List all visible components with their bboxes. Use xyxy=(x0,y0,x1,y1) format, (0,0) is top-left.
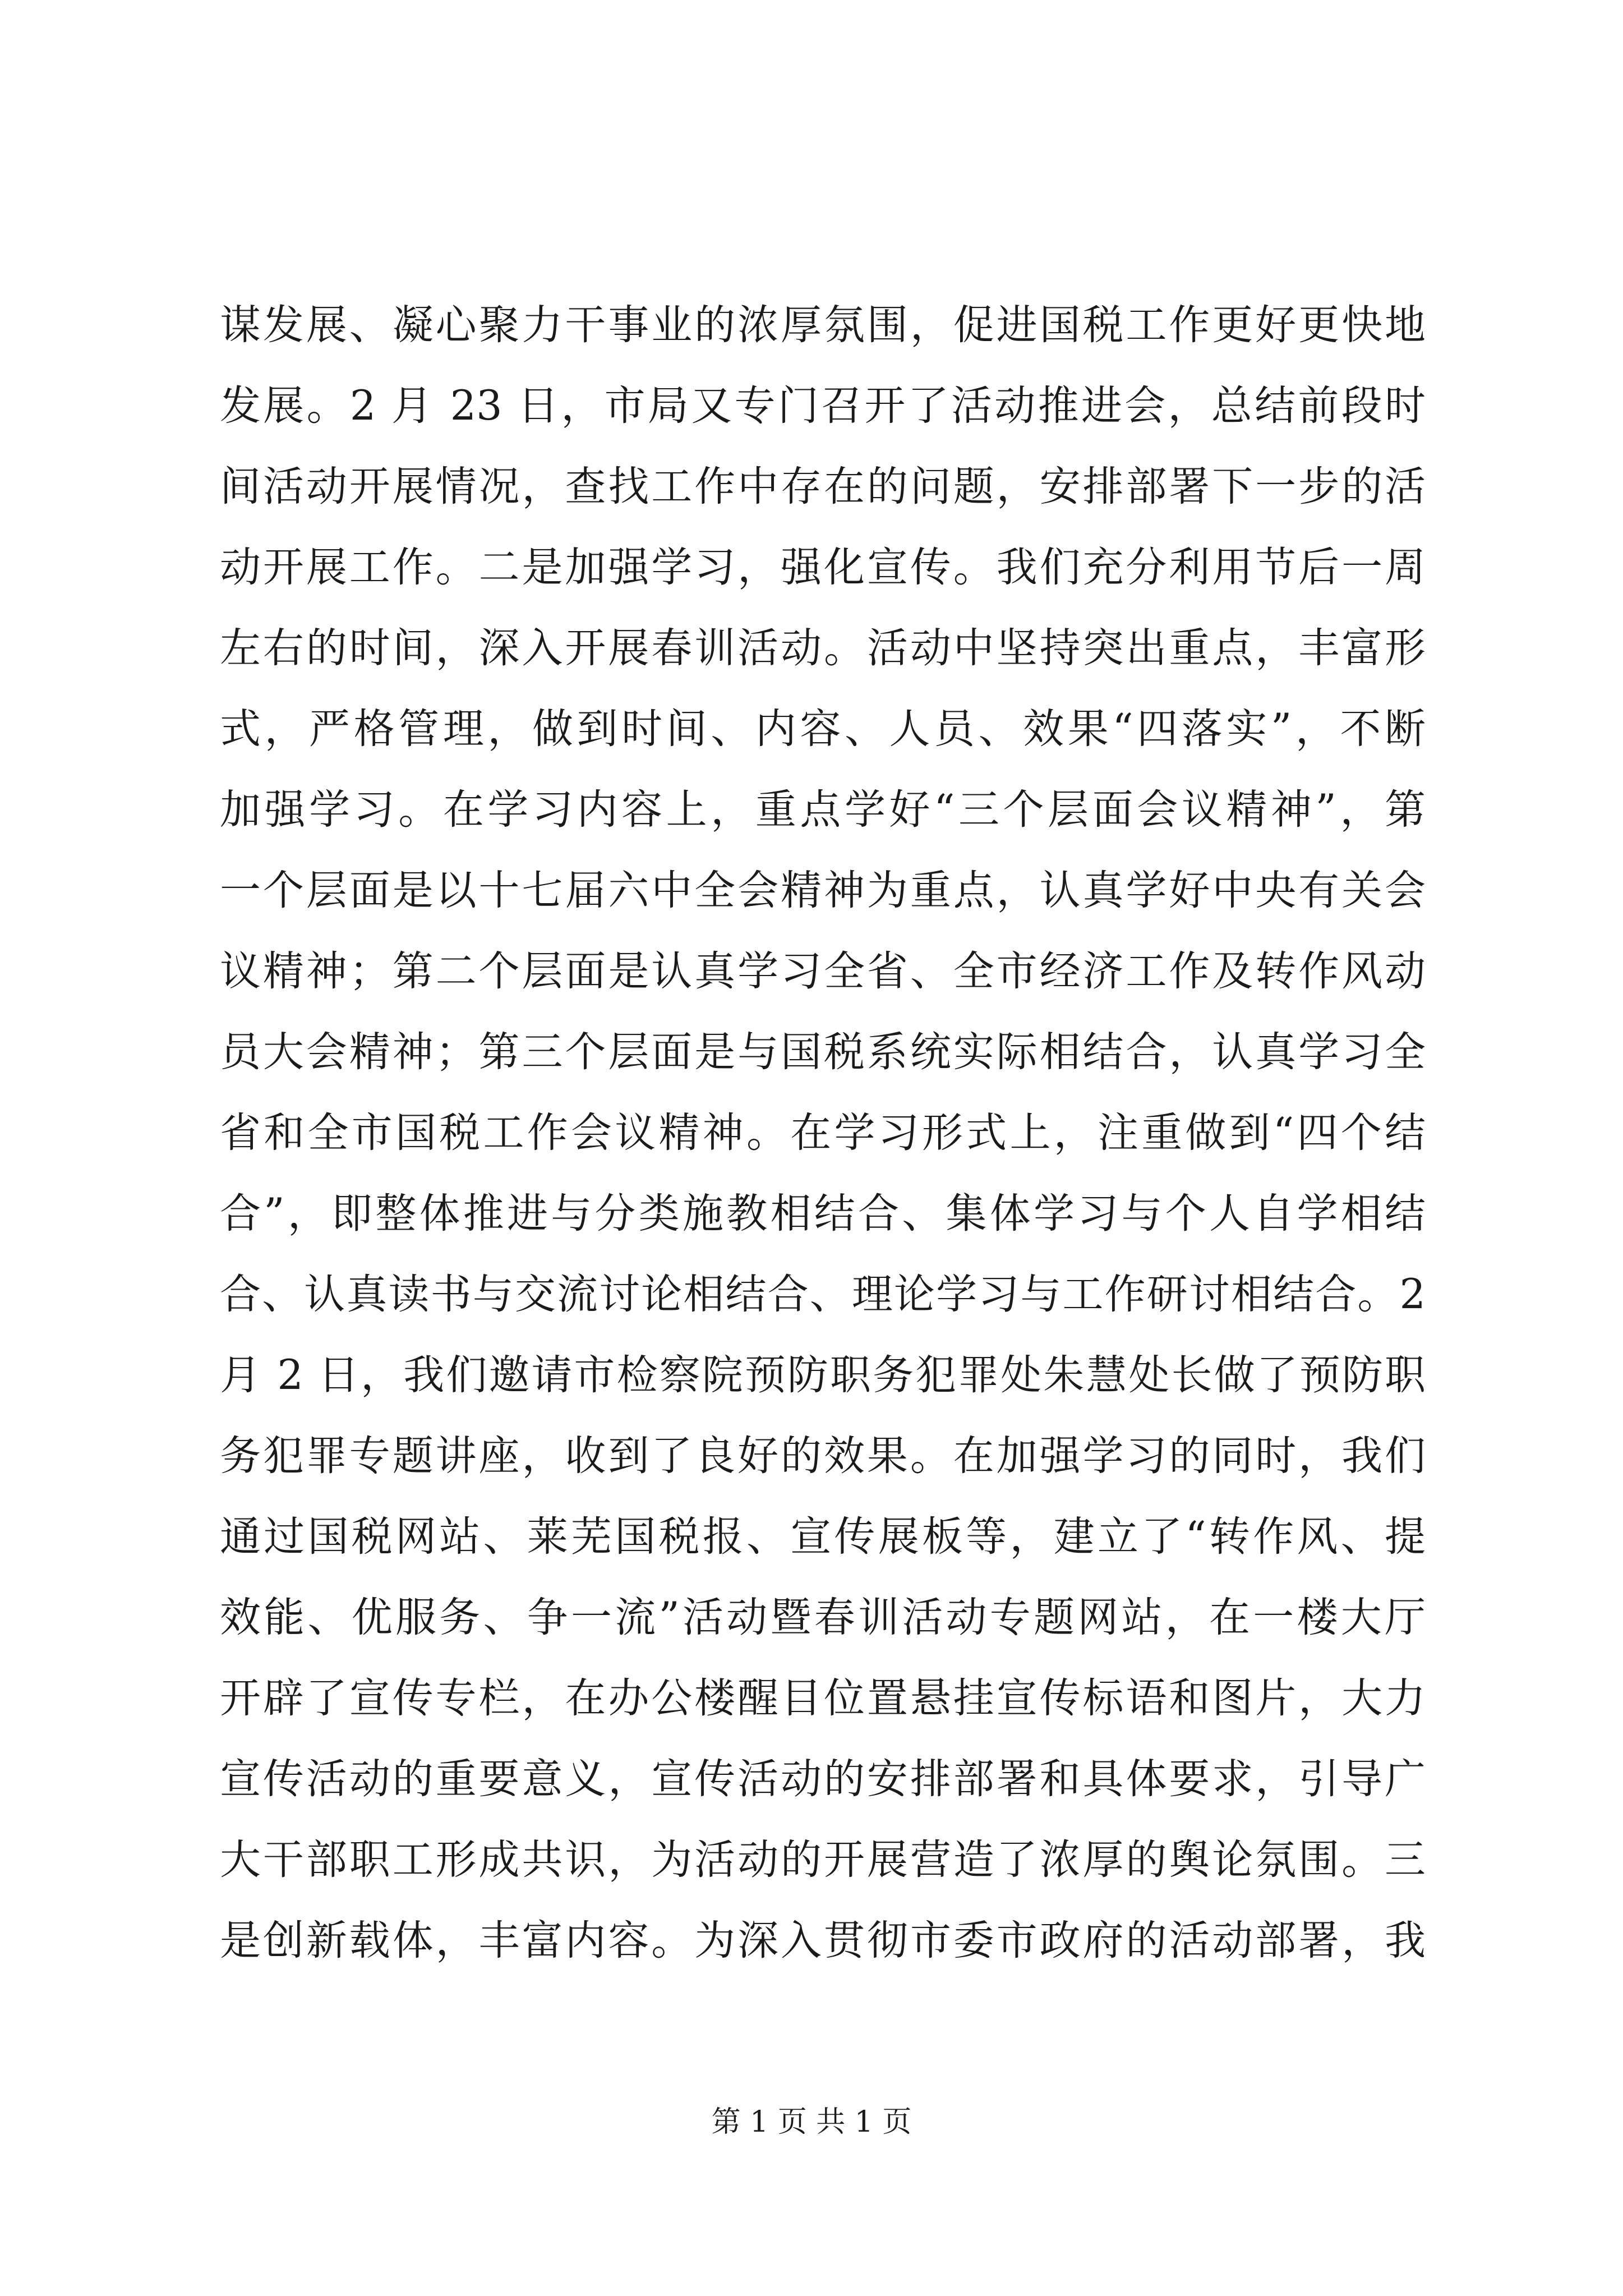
text-line: 谋发展、凝心聚力干事业的浓厚氛围，促进国税工作更好更快地 xyxy=(220,301,1426,349)
text-line: 员大会精神；第三个层面是与国税系统实际相结合，认真学习全 xyxy=(220,1028,1426,1076)
text-line: 通过国税网站、莱芜国税报、宣传展板等，建立了“转作风、提 xyxy=(220,1513,1426,1561)
text-line: 省和全市国税工作会议精神。在学习形式上，注重做到“四个结 xyxy=(220,1109,1426,1157)
text-line: 合”，即整体推进与分类施教相结合、集体学习与个人自学相结 xyxy=(220,1190,1426,1237)
text-line: 议精神；第二个层面是认真学习全省、全市经济工作及转作风动 xyxy=(220,947,1426,995)
text-line: 宣传活动的重要意义，宣传活动的安排部署和具体要求，引导广 xyxy=(220,1755,1426,1803)
text-line: 大干部职工形成共识，为活动的开展营造了浓厚的舆论氛围。三 xyxy=(220,1836,1426,1884)
text-line: 效能、优服务、争一流”活动暨春训活动专题网站，在一楼大厅 xyxy=(220,1594,1426,1641)
text-line: 月 2 日，我们邀请市检察院预防职务犯罪处朱慧处长做了预防职 xyxy=(220,1351,1426,1399)
text-line: 加强学习。在学习内容上，重点学好“三个层面会议精神”，第 xyxy=(220,786,1426,834)
text-line: 左右的时间，深入开展春训活动。活动中坚持突出重点，丰富形 xyxy=(220,624,1426,672)
text-line: 间活动开展情况，查找工作中存在的问题，安排部署下一步的活 xyxy=(220,463,1426,510)
text-line: 开辟了宣传专栏，在办公楼醒目位置悬挂宣传标语和图片，大力 xyxy=(220,1674,1426,1722)
text-line: 是创新载体，丰富内容。为深入贯彻市委市政府的活动部署，我 xyxy=(220,1917,1426,1964)
text-line: 发展。2 月 23 日，市局又专门召开了活动推进会，总结前段时 xyxy=(220,382,1426,430)
text-line: 一个层面是以十七届六中全会精神为重点，认真学好中央有关会 xyxy=(220,867,1426,914)
text-line: 务犯罪专题讲座，收到了良好的效果。在加强学习的同时，我们 xyxy=(220,1432,1426,1480)
text-line: 式，严格管理，做到时间、内容、人员、效果“四落实”，不断 xyxy=(220,705,1426,753)
text-line: 动开展工作。二是加强学习，强化宣传。我们充分利用节后一周 xyxy=(220,544,1426,591)
page-footer: 第 1 页 共 1 页 xyxy=(711,2105,912,2139)
text-line: 合、认真读书与交流讨论相结合、理论学习与工作研讨相结合。2 xyxy=(220,1271,1426,1318)
body-text xyxy=(220,285,1426,1981)
